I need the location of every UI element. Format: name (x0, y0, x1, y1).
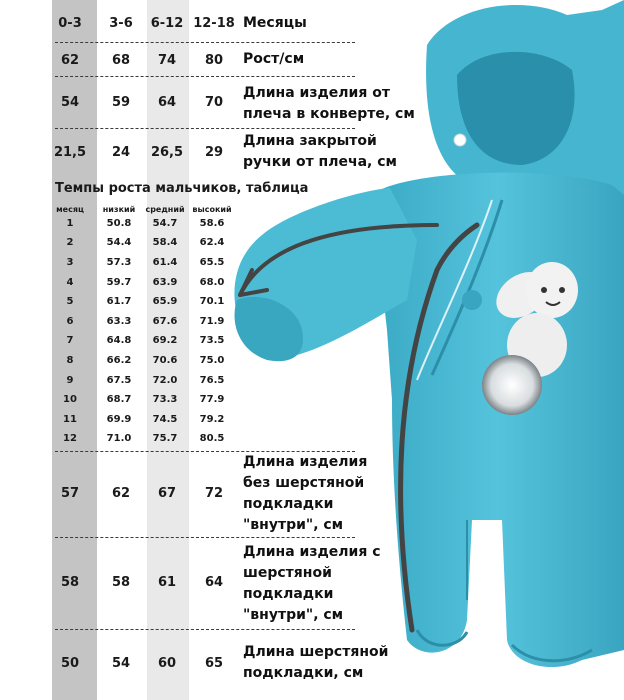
growth-high: 70.1 (199, 296, 225, 307)
size-value: 61 (157, 575, 177, 590)
growth-month: 10 (63, 394, 77, 405)
month-range-3-6: 3-6 (109, 16, 133, 31)
sleeve-length-label-line-2: ручки от плеча, см (243, 154, 397, 170)
growth-mid: 54.7 (152, 218, 178, 229)
growth-high: 77.9 (199, 394, 225, 405)
lining-length-label-line-1: Длина шерстяной (243, 644, 389, 660)
size-value: 58 (111, 575, 131, 590)
length-with-lining-label-line-1: Длина изделия с (243, 544, 381, 560)
growth-month: 4 (66, 277, 74, 288)
growth-high: 65.5 (199, 257, 225, 268)
growth-low: 54.4 (106, 237, 132, 248)
size-value: 29 (204, 145, 224, 160)
growth-month: 11 (63, 414, 77, 425)
growth-low: 66.2 (106, 355, 132, 366)
growth-month: 5 (66, 296, 74, 307)
size-value: 21,5 (53, 145, 87, 160)
lining-length-label-line-2: подкладки, см (243, 665, 364, 681)
growth-high: 62.4 (199, 237, 225, 248)
growth-mid: 58.4 (152, 237, 178, 248)
growth-month: 12 (63, 433, 77, 444)
length-with-lining-label-line-3: подкладки (243, 586, 334, 602)
size-value: 74 (157, 53, 177, 68)
growth-mid: 61.4 (152, 257, 178, 268)
size-value: 60 (157, 656, 177, 671)
growth-high: 79.2 (199, 414, 225, 425)
growth-mid: 63.9 (152, 277, 178, 288)
growth-table-title: Темпы роста мальчиков, таблица (55, 181, 309, 196)
size-value: 24 (111, 145, 131, 160)
size-value: 64 (157, 95, 177, 110)
length-no-lining-label-line-3: подкладки (243, 496, 334, 512)
size-value: 72 (204, 486, 224, 501)
size-value: 50 (60, 656, 80, 671)
growth-high: 76.5 (199, 375, 225, 386)
growth-month: 1 (66, 218, 74, 229)
size-value: 62 (111, 486, 131, 501)
growth-low: 71.0 (106, 433, 132, 444)
growth-mid: 69.2 (152, 335, 178, 346)
month-range-0-3: 0-3 (58, 16, 82, 31)
length-no-lining-label-line-2: без шерстяной (243, 475, 365, 491)
growth-mid: 65.9 (152, 296, 178, 307)
growth-low: 67.5 (106, 375, 132, 386)
divider (55, 76, 355, 77)
size-value: 26,5 (150, 145, 184, 160)
growth-high: 58.6 (199, 218, 225, 229)
growth-month: 7 (66, 335, 74, 346)
months-label: Месяцы (243, 15, 307, 31)
growth-mid: 74.5 (152, 414, 178, 425)
growth-header-month: месяц (56, 205, 84, 214)
growth-header-mid: средний (145, 205, 185, 214)
growth-low: 69.9 (106, 414, 132, 425)
size-value: 67 (157, 486, 177, 501)
sleeve-length-label-line-1: Длина закрытой (243, 133, 377, 149)
length-with-lining-label-line-2: шерстяной (243, 565, 332, 581)
size-value: 59 (111, 95, 131, 110)
size-value: 57 (60, 486, 80, 501)
size-value: 65 (204, 656, 224, 671)
size-value: 54 (111, 656, 131, 671)
growth-low: 64.8 (106, 335, 132, 346)
growth-low: 68.7 (106, 394, 132, 405)
length-no-lining-label-line-1: Длина изделия (243, 454, 368, 470)
growth-mid: 67.6 (152, 316, 178, 327)
growth-month: 3 (66, 257, 74, 268)
growth-high: 68.0 (199, 277, 225, 288)
size-value: 80 (204, 53, 224, 68)
size-value: 54 (60, 95, 80, 110)
divider (55, 42, 355, 43)
divider (55, 629, 355, 630)
growth-high: 73.5 (199, 335, 225, 346)
growth-low: 61.7 (106, 296, 132, 307)
growth-low: 57.3 (106, 257, 132, 268)
size-value: 58 (60, 575, 80, 590)
month-range-12-18: 12-18 (193, 16, 235, 31)
envelope-length-label-line-2: плеча в конверте, см (243, 106, 415, 122)
growth-mid: 75.7 (152, 433, 178, 444)
size-value: 64 (204, 575, 224, 590)
size-value: 68 (111, 53, 131, 68)
growth-low: 59.7 (106, 277, 132, 288)
size-value: 62 (60, 53, 80, 68)
growth-header-low: низкий (102, 205, 136, 214)
growth-month: 6 (66, 316, 74, 327)
growth-month: 8 (66, 355, 74, 366)
divider (55, 537, 355, 538)
growth-low: 50.8 (106, 218, 132, 229)
length-no-lining-label-line-4: "внутри", см (243, 517, 344, 533)
growth-high: 80.5 (199, 433, 225, 444)
envelope-length-label-line-1: Длина изделия от (243, 85, 390, 101)
size-value: 70 (204, 95, 224, 110)
divider (55, 128, 355, 129)
growth-mid: 73.3 (152, 394, 178, 405)
growth-low: 63.3 (106, 316, 132, 327)
growth-header-high: высокий (192, 205, 232, 214)
growth-high: 71.9 (199, 316, 225, 327)
growth-month: 9 (66, 375, 74, 386)
height-label: Рост/см (243, 51, 305, 67)
month-range-6-12: 6-12 (150, 16, 184, 31)
growth-mid: 72.0 (152, 375, 178, 386)
growth-high: 75.0 (199, 355, 225, 366)
growth-month: 2 (66, 237, 74, 248)
length-with-lining-label-line-4: "внутри", см (243, 607, 344, 623)
growth-mid: 70.6 (152, 355, 178, 366)
